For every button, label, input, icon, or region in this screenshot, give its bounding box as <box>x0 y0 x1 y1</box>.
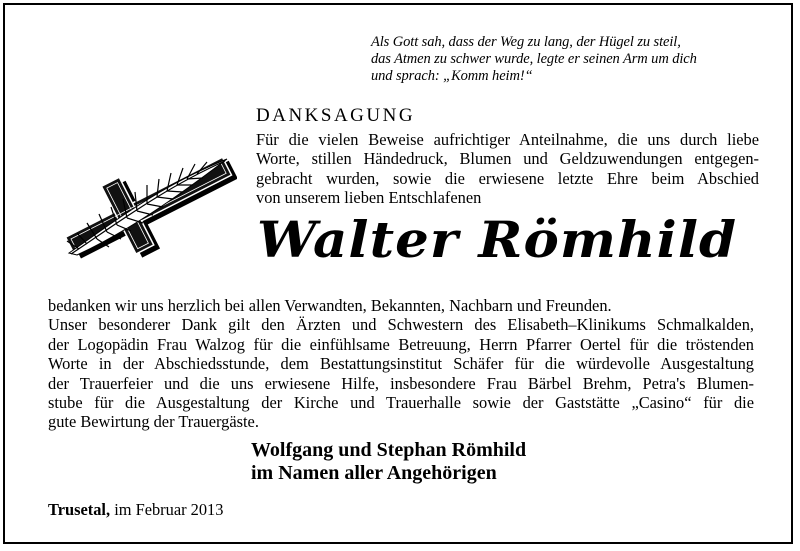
intro-line: Worte, stillen Händedruck, Blumen und Geldzuwendungen entgegen- <box>256 149 759 169</box>
signers-line: im Namen aller Angehörigen <box>251 462 497 484</box>
body-text <box>48 296 754 432</box>
intro-line: von unserem lieben Entschlafenen <box>256 187 482 207</box>
signers <box>251 439 526 485</box>
poem-line: und sprach: „Komm heim!“ <box>371 68 533 84</box>
signers-line: Wolfgang und Stephan Römhild <box>251 439 527 461</box>
deceased-name: Walter Römhild <box>257 210 738 269</box>
body-line: stube für die Ausgestaltung der Kirche und Trauerhalle sowie der Gaststätte „Casino“ für die <box>48 393 754 413</box>
body-line: Unser besonderer Dank gilt den Ärzten und Schwestern des Elisabeth–Klinikums Schmalkalden, <box>48 315 754 335</box>
footer-place: Trusetal, <box>48 500 111 519</box>
body-line: der Trauerfeier und die uns erwiesene Hilfe, insbesondere Frau Bärbel Brehm, Petra's Blumen- <box>48 373 754 393</box>
intro-line: gebracht wurden, sowie die erwiesene letzte Ehre beim Abschied <box>256 168 759 188</box>
intro-line: Für die vielen Beweise aufrichtiger Anteilnahme, die uns durch liebe <box>256 130 759 149</box>
poem <box>371 34 771 85</box>
body-line: der Logopädin Frau Walzog für die einfühlsame Betreuung, Herrn Pfarrer Oertel für die tröstenden <box>48 334 754 354</box>
poem-line: Als Gott sah, dass der Weg zu lang, der Hügel zu steil, <box>371 34 681 50</box>
cross-with-palm-frond-icon <box>57 157 237 262</box>
footer-place-date <box>48 500 223 520</box>
heading: DANKSAGUNG <box>256 105 416 126</box>
footer-date: im Februar 2013 <box>114 500 224 519</box>
intro-text <box>256 130 759 207</box>
body-line: gute Bewirtung der Trauergäste. <box>48 412 259 432</box>
obituary-card <box>3 3 793 544</box>
poem-line: das Atmen zu schwer wurde, legte er seinen Arm um dich <box>371 51 697 67</box>
body-line: Worte in der Abschiedsstunde, dem Bestattungsinstitut Schäfer für die würdevolle Ausgestaltung <box>48 354 754 374</box>
body-line: bedanken wir uns herzlich bei allen Verwandten, Bekannten, Nachbarn und Freunden. <box>48 296 612 315</box>
